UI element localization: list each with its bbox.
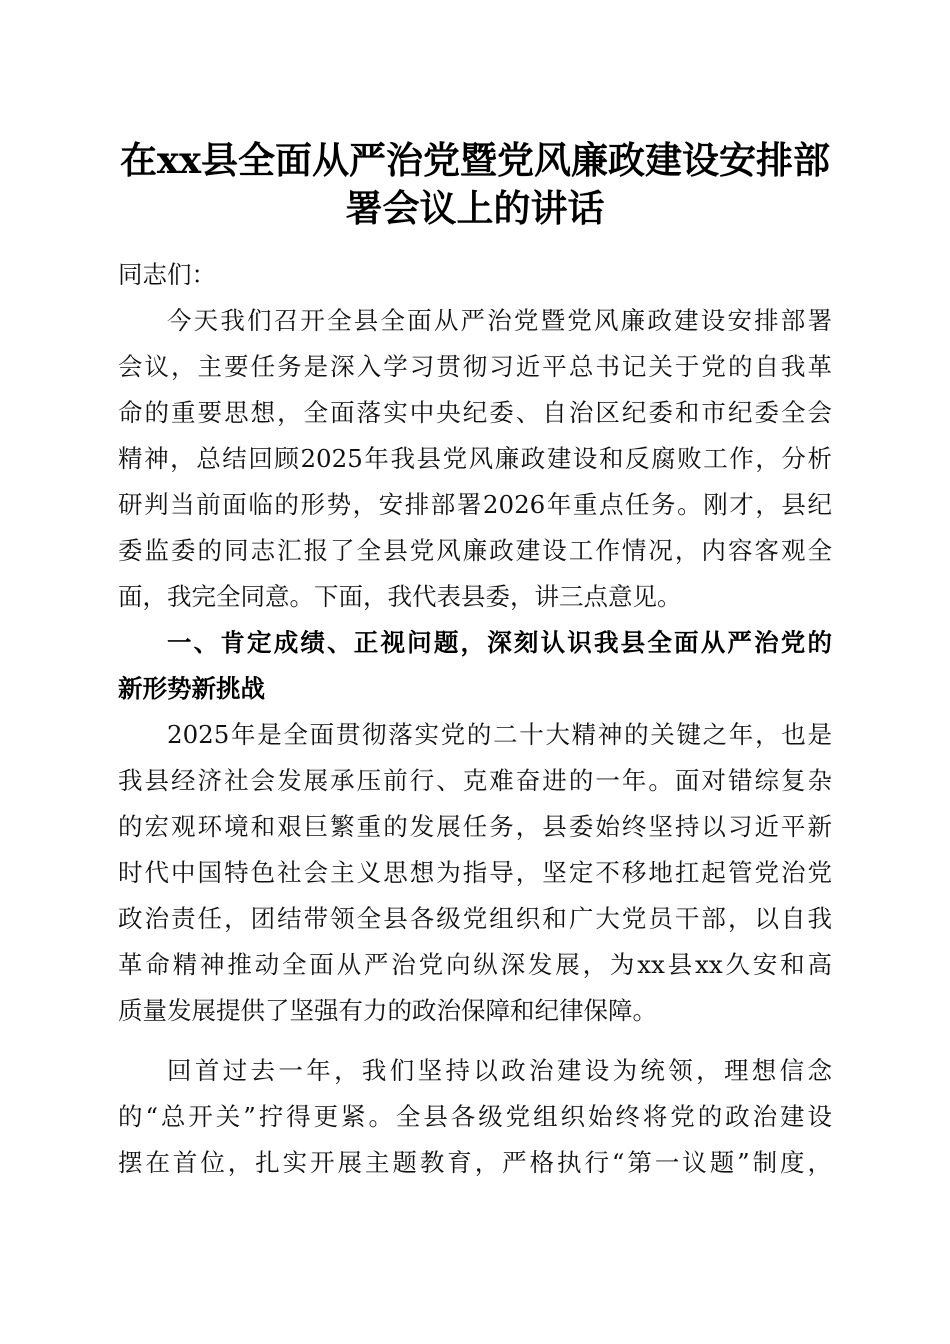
document-body <box>118 252 832 1186</box>
paragraph-2025 <box>118 712 832 1034</box>
text-line: 政治责任，团结带领全县各级党组织和广大党员干部，以自我 <box>118 904 832 933</box>
text-line: 命的重要思想，全面落实中央纪委、自治区纪委和市纪委全会 <box>118 398 832 427</box>
text-line: 革命精神推动全面从严治党向纵深发展，为xx县xx久安和高 <box>118 950 832 979</box>
text-line: 面，我完全同意。下面，我代表县委，讲三点意见。 <box>118 582 682 611</box>
section-heading-1 <box>118 620 832 712</box>
salutation: 同志们： <box>118 260 216 289</box>
text-line: 研判当前面临的形势，安排部署2026年重点任务。刚才，县纪 <box>118 490 832 519</box>
text-line: 今天我们召开全县全面从严治党暨党风廉政建设安排部署 <box>167 306 832 335</box>
paragraph-gap <box>118 1034 832 1048</box>
text-line: 质量发展提供了坚强有力的政治保障和纪律保障。 <box>118 996 657 1025</box>
heading-line: 新形势新挑战 <box>118 674 265 703</box>
title-line-2: 署会议上的讲话 <box>345 186 605 230</box>
text-line: 摆在首位，扎实开展主题教育，严格执行“第一议题”制度， <box>118 1148 832 1177</box>
text-line: 的“总开关”拧得更紧。全县各级党组织始终将党的政治建设 <box>118 1102 832 1131</box>
text-line: 我县经济社会发展承压前行、克难奋进的一年。面对错综复杂 <box>118 766 832 795</box>
text-line: 时代中国特色社会主义思想为指导，坚定不移地扛起管党治党 <box>118 858 832 887</box>
text-line: 回首过去一年，我们坚持以政治建设为统领，理想信念 <box>167 1056 832 1085</box>
text-line: 委监委的同志汇报了全县党风廉政建设工作情况，内容客观全 <box>118 536 832 565</box>
page-title <box>100 136 850 232</box>
heading-line: 一、肯定成绩、正视问题，深刻认识我县全面从严治党的 <box>167 628 832 657</box>
paragraph-intro <box>118 298 832 620</box>
text-line: 2025年是全面贯彻落实党的二十大精神的关键之年，也是 <box>167 720 832 749</box>
title-line-1: 在xx县全面从严治党暨党风廉政建设安排部 <box>119 138 831 182</box>
text-line: 会议，主要任务是深入学习贯彻习近平总书记关于党的自我革 <box>118 352 832 381</box>
text-line: 的宏观环境和艰巨繁重的发展任务，县委始终坚持以习近平新 <box>118 812 832 841</box>
paragraph-review <box>118 1048 832 1186</box>
text-line: 精神，总结回顾2025年我县党风廉政建设和反腐败工作，分析 <box>118 444 832 473</box>
